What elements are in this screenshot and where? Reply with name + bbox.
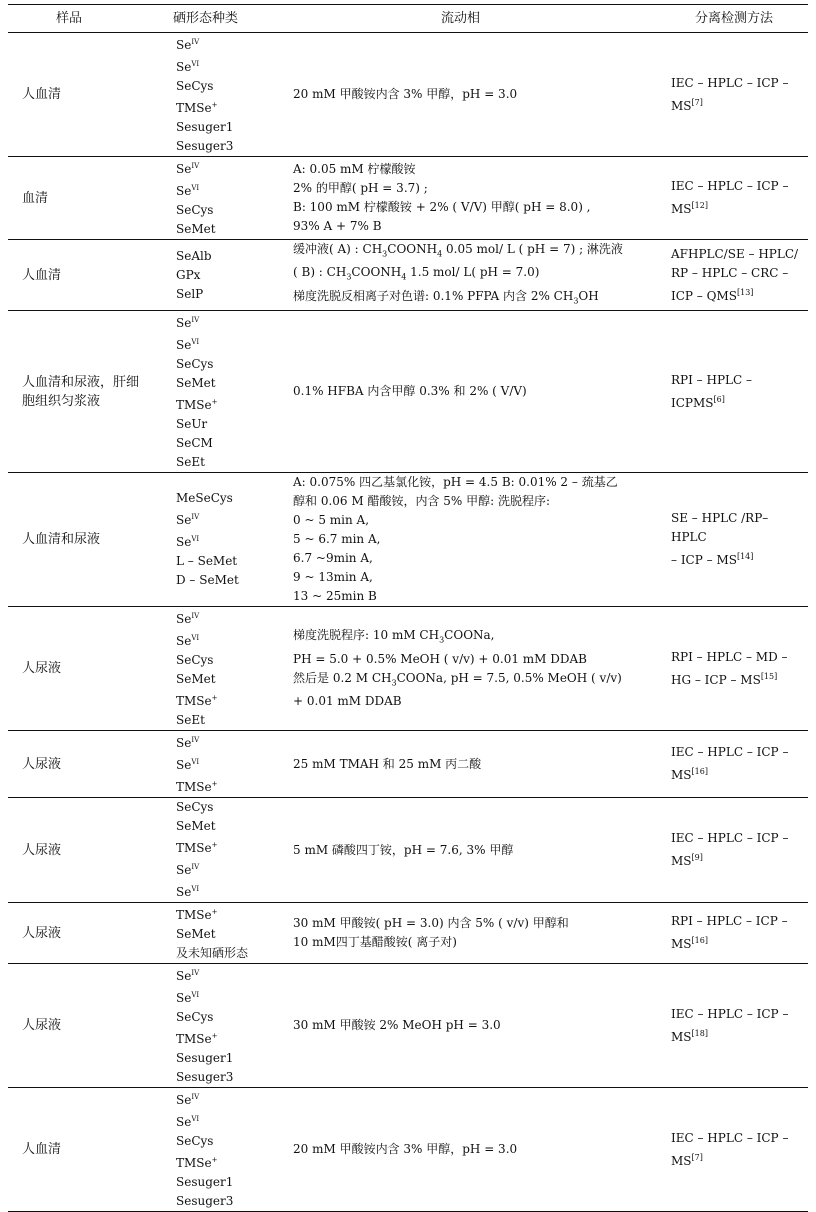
species-item: GPx — [176, 267, 201, 282]
table-row — [8, 798, 808, 903]
species-item: $Se^{VI}$ — [176, 758, 200, 773]
species-item: $Se^{IV}$ — [176, 38, 200, 52]
header-mobile-phase: 流动相 — [271, 5, 665, 33]
species-item: $Se^{IV}$ — [176, 612, 200, 627]
cell-species — [151, 903, 271, 964]
mobile-phase-line: 13 ~ 25min B — [293, 589, 377, 604]
cell-mobile-phase — [271, 798, 665, 903]
cell-species — [151, 964, 271, 1088]
mobile-phase-line: 20 mM 甲酸铵内含 3% 甲醇，pH = 3.0 — [293, 87, 518, 101]
species-item: SeMet — [176, 927, 216, 942]
cell-mobile-phase — [271, 33, 665, 157]
cell-mobile-phase — [271, 607, 665, 731]
species-item: $Se^{IV}$ — [176, 969, 200, 984]
mobile-phase-line: 醇和 0.06 M 醋酸铵，内含 5% 甲醇: 洗脱程序: — [293, 494, 551, 509]
cell-species — [151, 33, 271, 157]
table-row — [8, 731, 808, 798]
table-row — [8, 157, 808, 240]
cell-mobile-phase — [271, 157, 665, 240]
mobile-phase-line: 20 mM 甲酸铵内含 3% 甲醇，pH = 3.0 — [293, 1142, 518, 1157]
species-item: $Se^{IV}$ — [176, 316, 200, 331]
species-item: TMSe+ — [176, 398, 218, 413]
mobile-phase-line: B: 100 mM 柠檬酸铵 + 2% ( V/V) 甲醇( pH = 8.0) , — [293, 200, 591, 214]
mobile-phase-line: PH = 5.0 + 0.5% MeOH ( v/v) + 0.01 mM DDAB — [293, 651, 587, 666]
cell-sample: 人血清和尿液，肝细胞组织匀浆液 — [8, 311, 151, 473]
mobile-phase-line: 缓冲液( A) : $CH_3COONH_4$ 0.05 mol/ L ( pH = 7) ; 淋洗液 — [293, 242, 623, 259]
mobile-phase-line: 6.7 ~9min A, — [293, 551, 373, 566]
mobile-phase-line: 5 mM 磷酸四丁铵，pH = 7.6, 3% 甲醇 — [293, 842, 514, 857]
cell-mobile-phase — [271, 964, 665, 1088]
cell-sample: 人尿液 — [8, 798, 151, 903]
cell-sample: 人尿液 — [8, 964, 151, 1088]
species-item: TMSe+ — [176, 694, 218, 709]
mobile-phase-line: 10 mM四丁基醋酸铵( 离子对) — [293, 935, 457, 950]
table-row — [8, 1088, 808, 1212]
table-row — [8, 903, 808, 964]
method-line: RP – HPLC – CRC – — [671, 265, 789, 280]
cell-sample: 人血清 — [8, 33, 151, 157]
species-item: $Se^{IV}$ — [176, 513, 200, 528]
table-header — [8, 5, 808, 33]
species-item: SelP — [176, 286, 204, 301]
cell-method — [665, 33, 808, 157]
mobile-phase-line: 2% 的甲醇( pH = 3.7) ; — [293, 181, 428, 195]
table-row — [8, 473, 808, 607]
cell-sample: 人尿液 — [8, 731, 151, 798]
method-line: RPI – HPLC – ICP – — [671, 914, 788, 929]
species-item: SeMet — [176, 819, 216, 834]
species-item: Sesuger1 — [176, 1175, 234, 1190]
mobile-phase-line: 梯度洗脱程序: 10 mM $CH_3COONa$, — [293, 628, 495, 645]
species-item: TMSe+ — [176, 1032, 218, 1047]
mobile-phase-line: 25 mM TMAH 和 25 mM 丙二酸 — [293, 756, 482, 771]
cell-method — [665, 473, 808, 607]
species-item: SeCM — [176, 436, 213, 451]
cell-method — [665, 607, 808, 731]
table-row — [8, 33, 808, 157]
species-item: Sesuger3 — [176, 139, 234, 153]
method-line: MS[7] — [671, 1152, 703, 1168]
mobile-phase-line: A: 0.075% 四乙基氯化铵，pH = 4.5 B: 0.01% 2 – 巯基乙 — [293, 475, 618, 490]
species-item: SeCys — [176, 800, 214, 815]
mobile-phase-line: A: 0.05 mM 柠檬酸铵 — [293, 162, 416, 176]
cell-sample: 人血清 — [8, 240, 151, 311]
species-item: SeCys — [176, 1010, 214, 1025]
header-method: 分离检测方法 — [665, 5, 808, 33]
header-species: 硒形态种类 — [151, 5, 271, 33]
species-item: $Se^{IV}$ — [176, 863, 200, 878]
cell-species — [151, 240, 271, 311]
method-line: ICP – QMS[13] — [671, 287, 754, 303]
method-line: MS[18] — [671, 1028, 708, 1044]
species-item: Sesuger3 — [176, 1194, 234, 1209]
method-line: IEC – HPLC – ICP – MS[12] — [671, 179, 789, 216]
cell-method — [665, 1088, 808, 1212]
species-item: SeCys — [176, 653, 214, 668]
method-line: IEC – HPLC – ICP – — [671, 831, 789, 846]
species-item: Sesuger1 — [176, 120, 234, 134]
species-item: SeMet — [176, 672, 216, 687]
method-line: IEC – HPLC – ICP – MS[7] — [671, 75, 789, 113]
cell-method — [665, 240, 808, 311]
table-row — [8, 964, 808, 1088]
cell-sample: 人血清和尿液 — [8, 473, 151, 607]
cell-mobile-phase — [271, 731, 665, 798]
method-line: MS[9] — [671, 853, 703, 869]
species-item: TMSe+ — [176, 908, 218, 923]
header-row — [8, 5, 808, 33]
mobile-phase-line: 30 mM 甲酸铵( pH = 3.0) 内含 5% ( v/v) 甲醇和 — [293, 916, 569, 931]
cell-species — [151, 607, 271, 731]
mobile-phase-line: 梯度洗脱反相离子对色谱: 0.1% PFPA 内含 2% $CH_3OH$ — [293, 288, 599, 306]
species-item: SeAlb — [176, 248, 212, 263]
species-item: SeCys — [176, 203, 214, 217]
species-item: TMSe+ — [176, 1156, 218, 1171]
species-item: Sesuger3 — [176, 1070, 234, 1085]
cell-sample: 血清 — [8, 157, 151, 240]
species-item: $Se^{VI}$ — [176, 184, 200, 198]
table-row — [8, 311, 808, 473]
species-item: $Se^{VI}$ — [176, 1115, 200, 1130]
method-line: MS[16] — [671, 936, 708, 952]
mobile-phase-line: ( B) : $CH_3COONH_4$ 1.5 mol/ L( pH = 7.0) — [293, 265, 540, 282]
method-line: IEC – HPLC – ICP – — [671, 745, 789, 760]
mobile-phase-line: 30 mM 甲酸铵 2% MeOH pH = 3.0 — [293, 1018, 501, 1033]
species-item: SeCys — [176, 79, 214, 93]
species-item: SeMet — [176, 222, 216, 236]
species-item: TMSe+ — [176, 780, 218, 795]
species-item: $Se^{VI}$ — [176, 338, 200, 353]
cell-species — [151, 311, 271, 473]
species-item: MeSeCys — [176, 491, 233, 506]
species-item: 及未知硒形态 — [176, 946, 249, 961]
method-line: RPI – HPLC – MD – — [671, 649, 788, 664]
mobile-phase-line: 0.1% HFBA 内含甲醇 0.3% 和 2% ( V/V) — [293, 384, 527, 399]
method-line: IEC – HPLC – ICP – — [671, 1006, 789, 1021]
species-item: $Se^{VI}$ — [176, 634, 200, 649]
species-item: SeUr — [176, 417, 208, 432]
cell-method — [665, 964, 808, 1088]
cell-mobile-phase — [271, 240, 665, 311]
species-item: $Se^{IV}$ — [176, 736, 200, 751]
species-item: SeCys — [176, 357, 214, 372]
method-line: MS[16] — [671, 767, 708, 783]
species-item: $Se^{IV}$ — [176, 1093, 200, 1108]
cell-method — [665, 798, 808, 903]
method-line: HG – ICP – MS[15] — [671, 671, 778, 687]
cell-method — [665, 311, 808, 473]
species-item: $Se^{VI}$ — [176, 885, 200, 900]
species-item: $Se^{VI}$ — [176, 535, 200, 550]
cell-mobile-phase — [271, 1088, 665, 1212]
species-item: $Se^{VI}$ — [176, 991, 200, 1006]
mobile-phase-line: 然后是 0.2 M $CH_3COONa$, pH = 7.5, 0.5% MeOH ( v/v) — [293, 670, 622, 688]
cell-sample: 人尿液 — [8, 607, 151, 731]
cell-species — [151, 473, 271, 607]
method-line: SE – HPLC /RP–HPLC — [671, 511, 769, 545]
cell-sample: 人血清 — [8, 1088, 151, 1212]
cell-species — [151, 731, 271, 798]
cell-mobile-phase — [271, 473, 665, 607]
table-row — [8, 607, 808, 731]
mobile-phase-line: 93% A + 7% B — [293, 219, 382, 233]
species-item: SeMet — [176, 376, 216, 391]
cell-sample: 人尿液 — [8, 903, 151, 964]
species-item: L – SeMet — [176, 554, 238, 569]
method-line: IEC – HPLC – ICP – — [671, 1130, 789, 1145]
species-item: $Se^{IV}$ — [176, 162, 200, 176]
species-item: TMSe+ — [176, 841, 218, 856]
mobile-phase-line: 9 ~ 13min A, — [293, 570, 373, 585]
cell-method — [665, 731, 808, 798]
cell-method — [665, 157, 808, 240]
mobile-phase-line: + 0.01 mM DDAB — [293, 694, 402, 709]
mobile-phase-line: 5 ~ 6.7 min A, — [293, 532, 381, 547]
species-item: SeEt — [176, 455, 205, 470]
mobile-phase-line: 0 ~ 5 min A, — [293, 513, 370, 528]
table-row — [8, 240, 808, 311]
method-line: – ICP – MS[14] — [671, 552, 754, 568]
cell-mobile-phase — [271, 903, 665, 964]
cell-species — [151, 157, 271, 240]
species-item: SeEt — [176, 713, 205, 728]
header-sample: 样品 — [8, 5, 151, 33]
table-body — [8, 33, 808, 1212]
species-item: SeCys — [176, 1134, 214, 1149]
cell-species — [151, 1088, 271, 1212]
cell-method — [665, 903, 808, 964]
cell-mobile-phase — [271, 311, 665, 473]
species-item: D – SeMet — [176, 573, 239, 588]
species-item: Sesuger1 — [176, 1051, 234, 1066]
species-item: $Se^{VI}$ — [176, 60, 200, 74]
selenium-speciation-table — [8, 4, 808, 1212]
method-line: RPI – HPLC – ICPMS[6] — [671, 372, 752, 410]
method-line: AFHPLC/SE – HPLC/ — [671, 246, 799, 261]
cell-species — [151, 798, 271, 903]
species-item: TMSe+ — [176, 101, 218, 115]
